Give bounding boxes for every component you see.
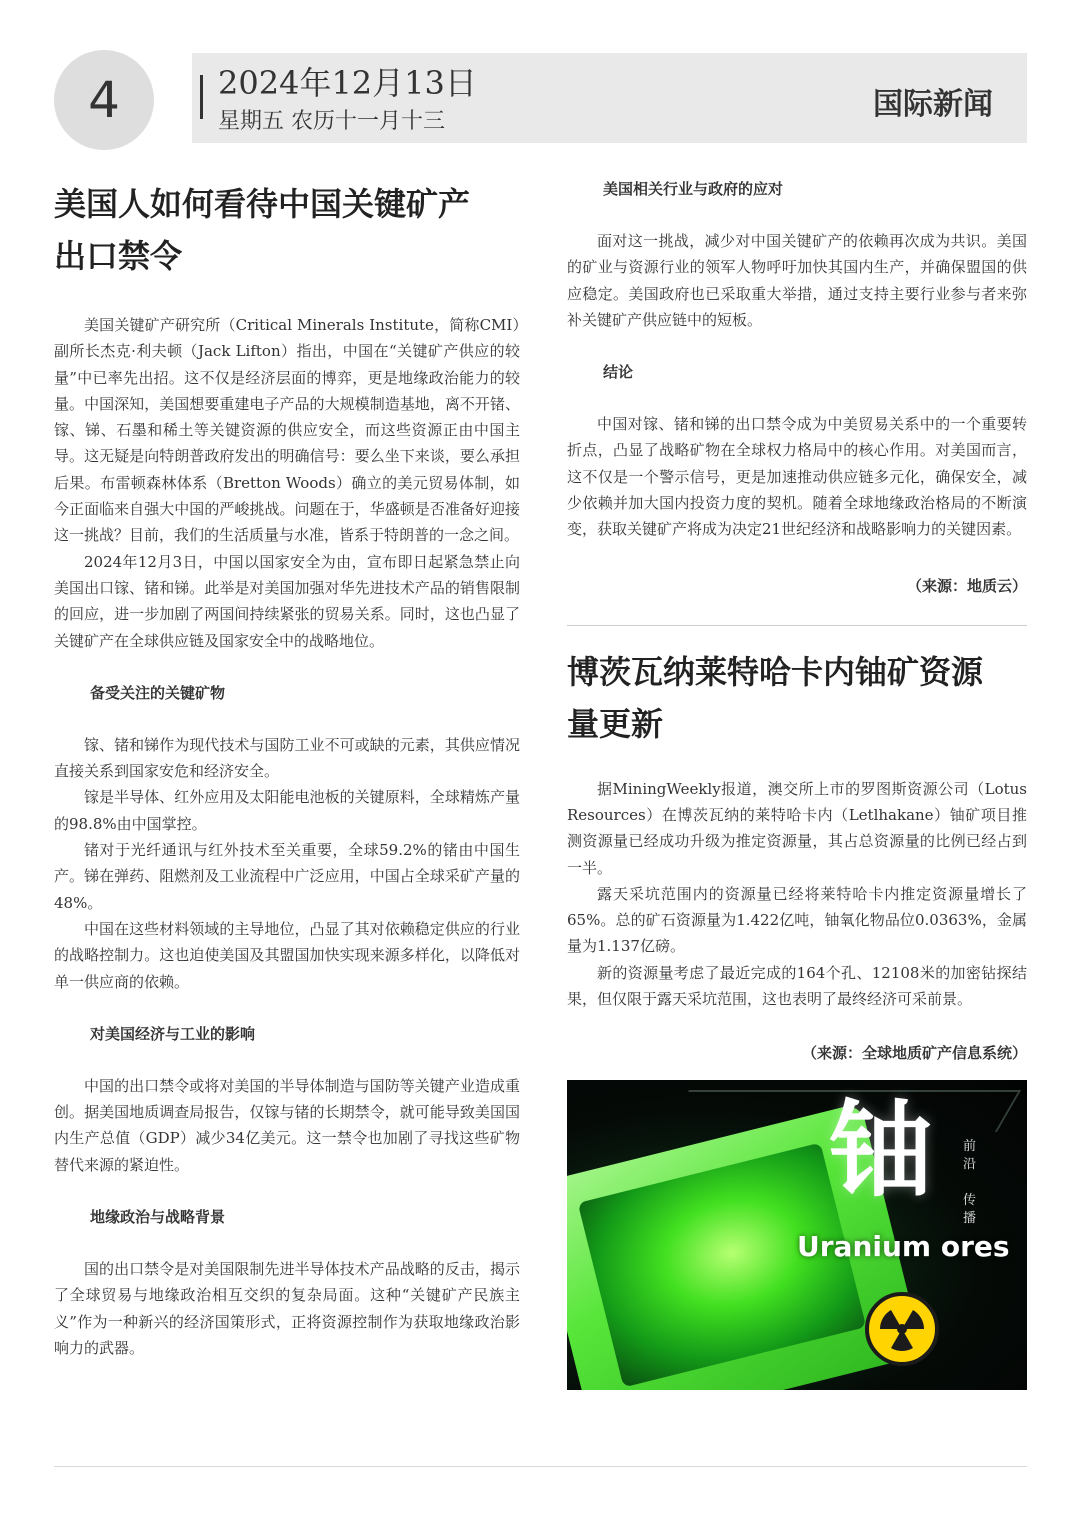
article2-title-line2: 量更新 (567, 704, 664, 743)
page-number: 4 (88, 71, 120, 129)
article1-paragraph: 中国的出口禁令或将对美国的半导体制造与国防等关键产业造成重创。据美国地质调查局报告，仅镓与锗的长期禁令，就可能导致美国国内生产总值（GDP）减少34亿美元。这一禁令也加剧了寻找这些矿物替代来源的紧迫性。 (54, 1076, 520, 1174)
radiation-symbol-svg (869, 1296, 935, 1362)
photo-caption: Uranium ores (797, 1230, 1010, 1264)
article2-headline (567, 646, 1027, 750)
article2-paragraph: 露天采坑范围内的资源量已经将莱特哈卡内推定资源量增长了65%。总的矿石资源量为1.422亿吨，铀氧化物品位0.0363%，金属量为1.137亿磅。 (567, 884, 1027, 956)
page-number-badge (54, 50, 154, 150)
header-divider (200, 75, 203, 119)
uranium-ore-photo (567, 1080, 1027, 1390)
article1-paragraph: 中国在这些材料领域的主导地位，凸显了其对依赖稳定供应的行业的战略控制力。这也迫使美国及其盟国加快实现来源多样化，以降低对单一供应商的依赖。 (54, 919, 520, 991)
article1-paragraph: 镓是半导体、红外应用及太阳能电池板的关键原料，全球精炼产量的98.8%由中国掌控。 (54, 788, 520, 833)
article1-paragraph: 国的出口禁令是对美国限制先进半导体技术产品战略的反击，揭示了全球贸易与地缘政治相互交织的复杂局面。这种“关键矿产民族主义”作为一种新兴的经济国策形式，正将资源控制作为获取地缘政治影响力的武器。 (54, 1260, 520, 1357)
section-heading: 对美国经济与工业的影响 (90, 1024, 256, 1043)
article1-paragraph: 美国关键矿产研究所（Critical Minerals Institute，简称CMI）副所长杰克·利夫顿（Jack Lifton）指出，中国在“关键矿产供应的较量”中已率先出招。这不仅是经济层面的博弈，更是地缘政治能力的较量。中国深知，美国想要重建电子产品的大规模制造基地，离不开锗、镓、锑、石墨和稀土等关键资源的供应安全，而这些资源正由中国主导。这无疑是向特朗普政府发出的明确信号：要么坐下来谈，要么承担后果。布雷顿森林体系（Bretton Woods）确立的美元贸易体制，如今正面临来自强大中国的严峻挑战。问题在于，华盛顿是否准备好迎接这一挑战？目前，我们的生活质量与水准，皆系于特朗普的一念之间。 (54, 316, 520, 545)
photo-side-tag-right: 传播 (963, 1193, 977, 1227)
article1-paragraph: 面对这一挑战，减少对中国关键矿产的依赖再次成为共识。美国的矿业与资源行业的领军人物呼吁加快其国内生产，并确保盟国的供应稳定。美国政府也已采取重大举措，通过支持主要行业参与者来弥补关键矿产供应链中的短板。 (567, 232, 1027, 329)
article2-paragraph: 新的资源量考虑了最近完成的164个孔、12108米的加密钻探结果，但仅限于露天采坑范围，这也表明了最终经济可采前景。 (567, 963, 1027, 1009)
section-heading: 地缘政治与战略背景 (90, 1208, 226, 1227)
issue-weekday-lunar: 星期五 农历十一月十三 (218, 109, 445, 134)
header-bar (192, 53, 1027, 143)
radiation-icon (865, 1292, 939, 1366)
section-title: 国际新闻 (873, 87, 993, 122)
article1-paragraph: 2024年12月3日，中国以国家安全为由，宣布即日起紧急禁止向美国出口镓、锗和锑。此举是对美国加强对华先进技术产品的销售限制的回应，进一步加剧了两国间持续紧张的贸易关系。同时，这也凸显了关键矿产在全球供应链及国家安全中的战略地位。 (54, 552, 520, 650)
section-heading: 美国相关行业与政府的应对 (603, 180, 784, 198)
photo-side-tag-left: 前沿 (963, 1139, 977, 1173)
article1-paragraph: 镓、锗和锑作为现代技术与国防工业不可或缺的元素，其供应情况直接关系到国家安危和经济安全。 (54, 735, 520, 781)
article1-headline (54, 178, 520, 282)
article2-source: （来源：全球地质矿产信息系统） (801, 1044, 1027, 1063)
article2-paragraph: 据MiningWeekly报道，澳交所上市的罗图斯资源公司（Lotus Resources）在博茨瓦纳的莱特哈卡内（Letlhakane）铀矿项目推测资源量已经成功升级为推定资源量，其占总资源量的比例已经占到一半。 (567, 779, 1027, 877)
right-column (567, 176, 1027, 1390)
section-heading: 结论 (603, 363, 634, 382)
article1-source: （来源：地质云） (906, 576, 1027, 595)
article-divider (567, 625, 1027, 626)
article1-paragraph: 锗对于光纤通讯与红外技术至关重要，全球59.2%的锗由中国生产。锑在弹药、阻燃剂及工业流程中广泛应用，中国占全球采矿产量的48%。 (54, 841, 520, 912)
photo-big-character: 铀 (829, 1089, 934, 1212)
page-bottom-rule (54, 1466, 1027, 1467)
section-heading: 备受关注的关键矿物 (90, 683, 226, 702)
article1-title-line1: 美国人如何看待中国关键矿产 (54, 185, 471, 223)
issue-date: 2024年12月13日 (218, 64, 477, 102)
left-column (54, 178, 520, 1361)
article1-paragraph: 中国对镓、锗和锑的出口禁令成为中美贸易关系中的一个重要转折点，凸显了战略矿物在全球权力格局中的核心作用。对美国而言，这不仅是一个警示信号，更是加速推动供应链多元化，确保安全，减少依赖并加大国内投资力度的契机。随着全球地缘政治格局的不断演变，获取关键矿产将成为决定21世纪经济和战略影响力的关键因素。 (567, 415, 1027, 539)
article1-title-line2: 出口禁令 (54, 237, 183, 275)
article2-title-line1: 博茨瓦纳莱特哈卡内铀矿资源 (567, 652, 984, 691)
